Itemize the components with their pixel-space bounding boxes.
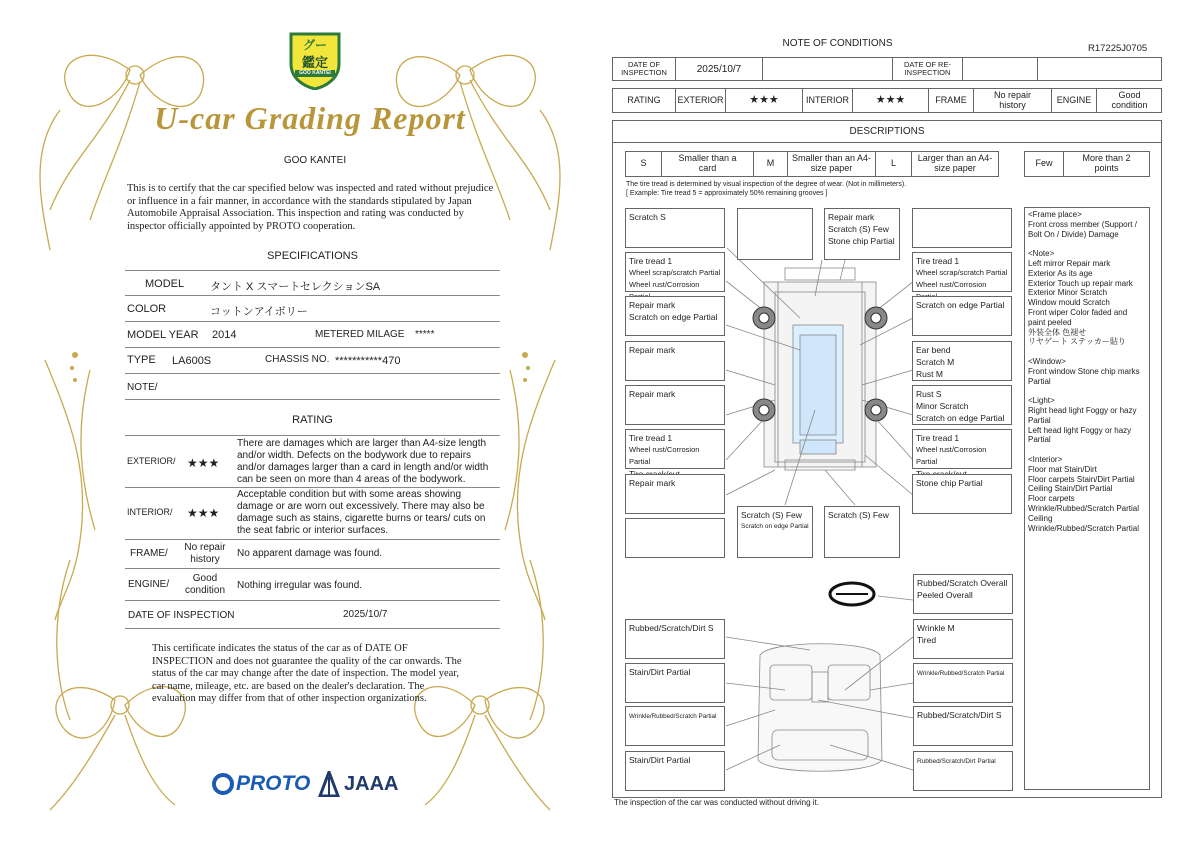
- legend-few: Few: [1025, 152, 1064, 176]
- side-note-line: Right head light Foggy or hazy Partial: [1028, 405, 1137, 425]
- steering-wheel-icon: [830, 583, 874, 605]
- metered-label: METERED MILAGE: [315, 329, 405, 340]
- interior-rating-row: [125, 488, 500, 540]
- annotation-text: Wrinkle/Rubbed/Scratch Partial: [629, 713, 717, 720]
- report-subtitle: GOO KANTEI: [283, 155, 347, 166]
- frame-value: No repair history: [184, 542, 226, 565]
- annotation-text: Wheel rust/Corrosion: [629, 280, 700, 289]
- annotation-box: [625, 663, 725, 703]
- rating-label: RATING: [613, 89, 676, 112]
- annotation-text: Scratch M: [916, 357, 955, 367]
- legend-m: M: [754, 152, 788, 176]
- date-row: [125, 601, 500, 629]
- annotation-text: Tire tread 1: [916, 433, 960, 443]
- color-label: COLOR: [127, 303, 167, 315]
- legend-few-desc: More than 2 points: [1082, 153, 1131, 173]
- annotation-text: Scratch S: [629, 212, 666, 222]
- legend-l: L: [876, 152, 912, 176]
- badge-sub-text: GOO KANTEI: [299, 70, 331, 76]
- side-note-line: Left head light Foggy or hazy Partial: [1028, 425, 1132, 445]
- engine-description: Nothing irregular was found.: [237, 580, 363, 591]
- exterior-label: EXTERIOR/: [127, 456, 176, 466]
- annotation-text: Scratch on edge Partial: [916, 413, 1005, 423]
- annotation-text: Tire tread 1: [916, 256, 960, 266]
- rating-frame-value: No repair history: [974, 89, 1052, 112]
- annotation-box: [625, 474, 725, 514]
- annotation-text: Tire tread 1: [629, 256, 673, 266]
- annotation-text: Stone chip Partial: [828, 236, 895, 246]
- type-label: TYPE: [127, 354, 156, 366]
- frame-row: [125, 540, 500, 569]
- annotation-box: [625, 706, 725, 746]
- annotation-box: [737, 506, 813, 558]
- annotation-text: Repair mark: [629, 300, 676, 310]
- annotation-text: Wheel rust/Corrosion Partial: [629, 445, 700, 466]
- chassis-label: CHASSIS NO.: [265, 354, 330, 365]
- annotation-box: [625, 385, 725, 425]
- annotation-text: Wheel rust/Corrosion Partial: [916, 445, 987, 466]
- legend-m-desc: Smaller than an A4-size paper: [788, 152, 876, 176]
- side-note-line: Ceiling Stain/Dirt Partial: [1028, 484, 1113, 494]
- type-row: [125, 348, 500, 374]
- interior-description: Acceptable condition but with some areas showing damage or are worn out excessively. There may also be damage such as stains, cigarette burns or tears/ cuts on the seat fabric or interior surfaces.: [237, 489, 486, 536]
- descriptions-heading: DESCRIPTIONS: [613, 121, 1161, 143]
- proto-q-icon: [212, 773, 234, 795]
- exterior-description: There are damages which are larger than A4-size length and/or width. Defects on the bodywork due to repairs and/or damages larger than a card in length and/or width can be seen on more than 4 areas of the bodywork.: [237, 438, 489, 485]
- goo-kantei-badge: [287, 30, 343, 90]
- side-note-line: 外装全体 色褪せ: [1028, 327, 1087, 337]
- annotation-box: [913, 751, 1013, 791]
- side-note-line: Front cross member (Support / Bolt On / Divide) Damage: [1028, 219, 1137, 239]
- rating-heading: RATING: [292, 414, 333, 426]
- annotation-box: [625, 252, 725, 292]
- side-note-line: <Note>: [1028, 249, 1055, 259]
- annotation-box: [913, 663, 1013, 703]
- annotation-box: [625, 296, 725, 336]
- annotation-box: [625, 619, 725, 659]
- engine-value: Good condition: [184, 573, 226, 596]
- annotation-box: [912, 385, 1012, 425]
- side-note-line: <Frame place>: [1028, 210, 1082, 219]
- annotation-text: Scratch on edge Partial: [629, 312, 718, 322]
- date-insp-label: DATE OF INSPECTION: [613, 58, 676, 80]
- rating-interior-label: INTERIOR: [803, 89, 853, 112]
- annotation-text: Repair mark: [629, 345, 676, 355]
- note-of-conditions: [600, 0, 1200, 848]
- annotation-text: Stain/Dirt Partial: [629, 755, 691, 765]
- annotation-text: Rubbed/Scratch Overall: [917, 578, 1008, 588]
- rating-engine-value: Good condition: [1111, 89, 1148, 110]
- date-value: 2025/10/7: [343, 609, 388, 620]
- rating-frame-label: FRAME: [929, 89, 974, 112]
- date-insp-value: 2025/10/7: [676, 58, 763, 80]
- type-value: LA600S: [172, 355, 212, 367]
- interior-label: INTERIOR/: [127, 507, 173, 517]
- date-reinsp-label: DATE OF RE-INSPECTION: [893, 58, 963, 80]
- annotation-text: Tired: [917, 635, 937, 645]
- annotation-text: Rubbed/Scratch/Dirt S: [917, 710, 1002, 720]
- side-note-line: Floor carpets: [1028, 494, 1075, 504]
- legend-s-desc: Smaller than a card: [662, 152, 754, 176]
- model-label: MODEL: [145, 278, 185, 290]
- proto-logo: [212, 770, 310, 798]
- legend-s: S: [626, 152, 662, 176]
- side-note-line: Front wiper Color faded and paint peeled: [1028, 307, 1128, 327]
- annotation-text: Repair mark: [629, 478, 676, 488]
- annotation-box: [625, 751, 725, 791]
- annotation-box: [912, 341, 1012, 381]
- rating-exterior-stars: ★★★: [726, 89, 803, 112]
- annotation-text: Stain/Dirt Partial: [629, 667, 691, 677]
- annotation-box: [913, 574, 1013, 614]
- annotation-text: Minor Scratch: [916, 401, 969, 411]
- annotation-text: Scratch on edge Partial: [741, 523, 809, 530]
- annotation-box: [912, 252, 1012, 292]
- jaaa-logo-text: JAAA: [344, 772, 399, 795]
- annotation-box: [912, 296, 1012, 336]
- legend-l-desc: Larger than an A4-size paper: [917, 153, 993, 173]
- annotation-text: Scratch on edge Partial: [916, 300, 1005, 310]
- report-title: U-car Grading Report: [154, 100, 466, 136]
- interior-stars: ★★★: [187, 506, 220, 520]
- side-note-line: Floor carpets Stain/Dirt Partial: [1028, 474, 1135, 484]
- side-note-line: Ceiling: [1028, 513, 1053, 523]
- side-note-line: <Interior>: [1028, 454, 1063, 464]
- model-value: タント X スマートセレクションSA: [210, 281, 381, 293]
- side-note-line: <Light>: [1028, 396, 1055, 406]
- annotation-box: [625, 518, 725, 558]
- tire-note-2: [ Example: Tire tread 5 = approximately 50% remaining grooves ]: [626, 190, 828, 197]
- annotation-text: Scratch (S) Few: [828, 224, 889, 234]
- engine-label: ENGINE/: [128, 579, 170, 590]
- date-label: DATE OF INSPECTION: [128, 610, 235, 621]
- annotation-text: Wrinkle M: [917, 623, 955, 633]
- side-notes-panel: [1024, 207, 1150, 790]
- note-label: NOTE/: [127, 382, 158, 393]
- engine-row: [125, 569, 500, 601]
- annotation-text: Wheel rust/Corrosion: [916, 280, 987, 289]
- side-note-line: Exterior Touch up repair mark: [1028, 278, 1133, 288]
- tire-note-1: The tire tread is determined by visual inspection of the degree of wear. (Not in millimeters).: [626, 181, 907, 188]
- side-note-line: Exterior As its age: [1028, 268, 1093, 278]
- annotation-box: [912, 429, 1012, 469]
- note-footer: The inspection of the car was conducted without driving it.: [614, 798, 819, 807]
- annotation-box: [625, 341, 725, 381]
- chassis-value: ***********470: [335, 355, 401, 367]
- annotation-text: Repair mark: [828, 212, 875, 222]
- annotation-text: Rust M: [916, 369, 943, 379]
- color-row: [125, 296, 500, 322]
- jaaa-logo: [318, 770, 398, 798]
- side-note-line: Floor mat Stain/Dirt: [1028, 464, 1097, 474]
- annotation-text: Scratch (S) Few: [828, 510, 889, 520]
- side-note-line: Front window Stone chip marks Partial: [1028, 366, 1140, 386]
- rating-engine-label: ENGINE: [1052, 89, 1097, 112]
- exterior-rating-row: [125, 435, 500, 488]
- annotation-box: [737, 208, 813, 260]
- annotation-box: [912, 474, 1012, 514]
- annotation-box: [824, 208, 900, 260]
- side-note-line: [1028, 445, 1146, 455]
- exterior-stars: ★★★: [187, 456, 220, 470]
- annotation-box: [824, 506, 900, 558]
- annotation-text: Ear bend: [916, 345, 951, 355]
- annotation-text: Wrinkle/Rubbed/Scratch Partial: [917, 670, 1005, 677]
- model-year-row: [125, 322, 500, 348]
- frame-label: FRAME/: [130, 548, 168, 559]
- rating-interior-stars: ★★★: [853, 89, 929, 112]
- annotation-text: Rubbed/Scratch/Dirt S: [629, 623, 714, 633]
- side-note-line: <Window>: [1028, 356, 1066, 366]
- annotation-text: Wheel scrap/scratch Partial: [629, 268, 721, 277]
- side-note-line: リヤゲート ステッカー貼り: [1028, 337, 1126, 347]
- annotation-text: Scratch (S) Few: [741, 510, 802, 520]
- annotation-text: Wheel scrap/scratch Partial: [916, 268, 1008, 277]
- metered-value: *****: [415, 329, 435, 340]
- rating-exterior-label: EXTERIOR: [676, 89, 726, 112]
- model-year-value: 2014: [212, 329, 237, 341]
- badge-main-text: 鑑定: [301, 55, 328, 70]
- annotation-text: Stone chip Partial: [916, 478, 983, 488]
- side-note-line: Left mirror Repair mark: [1028, 258, 1111, 268]
- annotation-text: Rust S: [916, 389, 942, 399]
- specifications-heading: SPECIFICATIONS: [267, 250, 358, 262]
- side-notes-list: [1028, 210, 1146, 533]
- frame-description: No apparent damage was found.: [237, 548, 383, 559]
- note-title: NOTE OF CONDITIONS: [782, 38, 893, 49]
- annotation-box: [912, 208, 1012, 248]
- note-row: [125, 374, 500, 400]
- annotation-box: [625, 208, 725, 248]
- certification-text: This is to certify that the car specified below was inspected and rated without prejudice or influence in a fair manner, in accordance with the standards stipulated by Japan Automobile Appraisal Association. This inspection and rating was conducted by inspector officially appointed by PROTO cooperation.: [127, 183, 494, 232]
- side-note-line: [1028, 239, 1146, 249]
- model-year-label: MODEL YEAR: [127, 329, 199, 341]
- annotation-box: [625, 429, 725, 469]
- annotation-text: Tire tread 1: [629, 433, 673, 443]
- proto-logo-text: PROTO: [236, 772, 311, 795]
- side-note-line: Exterior Minor Scratch: [1028, 288, 1108, 298]
- annotation-text: Repair mark: [629, 389, 676, 399]
- jaaa-emblem-icon: [318, 771, 340, 797]
- model-row: [125, 270, 500, 296]
- side-note-line: Wrinkle/Rubbed/Scratch Partial: [1028, 523, 1140, 533]
- side-note-line: Window mould Scratch: [1028, 298, 1110, 308]
- annotation-box: [913, 619, 1013, 659]
- certificate-footer: This certificate indicates the status of the car as of DATE OF INSPECTION and does not guarantee the quality of the car onwards. The status of the car may change after the date of inspection. The model year, car name, mileage, etc. are based on the dealer's declaration. The evaluation may differ from that of other inspection organizations.: [152, 643, 462, 704]
- color-value: コットンアイボリー: [210, 306, 308, 318]
- annotation-text: Peeled Overall: [917, 590, 973, 600]
- annotation-box: [913, 706, 1013, 746]
- annotation-text: Rubbed/Scratch/Dirt Partial: [917, 758, 996, 765]
- report-id: R17225J0705: [1088, 43, 1148, 54]
- side-note-line: [1028, 347, 1146, 357]
- side-note-line: Wrinkle/Rubbed/Scratch Partial: [1028, 503, 1140, 513]
- side-note-line: [1028, 386, 1146, 396]
- badge-top-text: グー: [302, 38, 327, 52]
